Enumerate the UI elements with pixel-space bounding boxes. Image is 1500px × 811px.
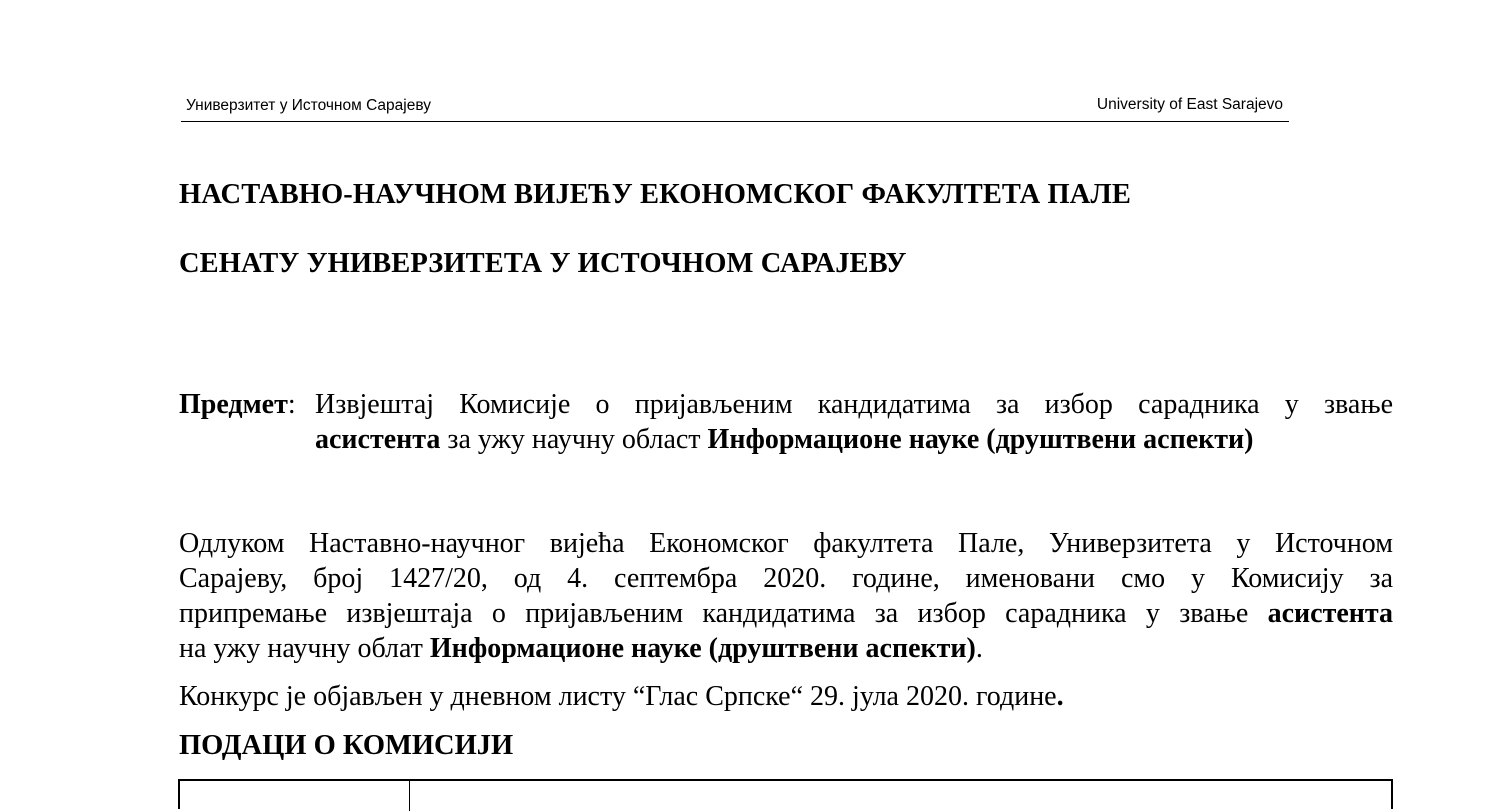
decision-paragraph xyxy=(179,526,1393,666)
subject-text xyxy=(315,387,1393,457)
competition-text: Конкурс је објављен у дневном листу “Глас Српске“ 29. јула 2020. године xyxy=(179,681,1057,712)
competition-paragraph xyxy=(179,679,1393,714)
decision-period: . xyxy=(975,633,983,664)
header-university-serbian: Универзитет у Источном Сарајеву xyxy=(186,97,432,114)
decision-line-2: Сарајеву, број 1427/20, од 4. септембра 2020. године, именовани смо у Комисију за xyxy=(179,563,1393,594)
decision-line-4-text: на ужу научну облат xyxy=(179,633,430,664)
decision-rank: асистента xyxy=(1267,598,1393,629)
decision-field: Информационе науке (друштвени аспекти) xyxy=(429,633,976,664)
subject-block xyxy=(179,387,1393,457)
competition-period: . xyxy=(1056,681,1064,712)
subject-line-2-text: за ужу научну област xyxy=(440,424,708,455)
decision-line-3 xyxy=(179,596,1393,631)
subject-label-text: Предмет xyxy=(179,389,288,420)
table-column-divider xyxy=(409,781,410,811)
subject-field: Информационе науке (друштвени аспекти) xyxy=(707,424,1254,455)
subject-line-1: Извјештај Комисије о пријављеним кандидатима за избор сарадника у звање xyxy=(315,389,1393,420)
subject-label-colon: : xyxy=(287,389,296,420)
section-heading-committee: ПОДАЦИ О КОМИСИЈИ xyxy=(179,730,514,761)
page-header xyxy=(181,95,1289,122)
subject-rank: асистента xyxy=(315,424,441,455)
decision-line-3-text: припремање извјештаја о пријављеним кандидатима за избор сарадника у звање xyxy=(179,598,1268,629)
subject-line-2 xyxy=(315,424,1254,455)
header-university-english: University of East Sarajevo xyxy=(1096,96,1283,113)
decision-line-4 xyxy=(179,631,1393,666)
addressee-faculty-council: НАСТАВНО-НАУЧНОМ ВИЈЕЋУ ЕКОНОМСКОГ ФАКУЛТЕТА ПАЛЕ xyxy=(179,179,1131,210)
committee-table xyxy=(178,779,1393,809)
subject-label xyxy=(179,387,296,422)
addressee-university-senate: СЕНАТУ УНИВЕРЗИТЕТА У ИСТОЧНОМ САРАЈЕВУ xyxy=(179,248,907,279)
decision-line-1: Одлуком Наставно-научног вијећа Економског факултета Пале, Универзитета у Источном xyxy=(179,528,1393,559)
